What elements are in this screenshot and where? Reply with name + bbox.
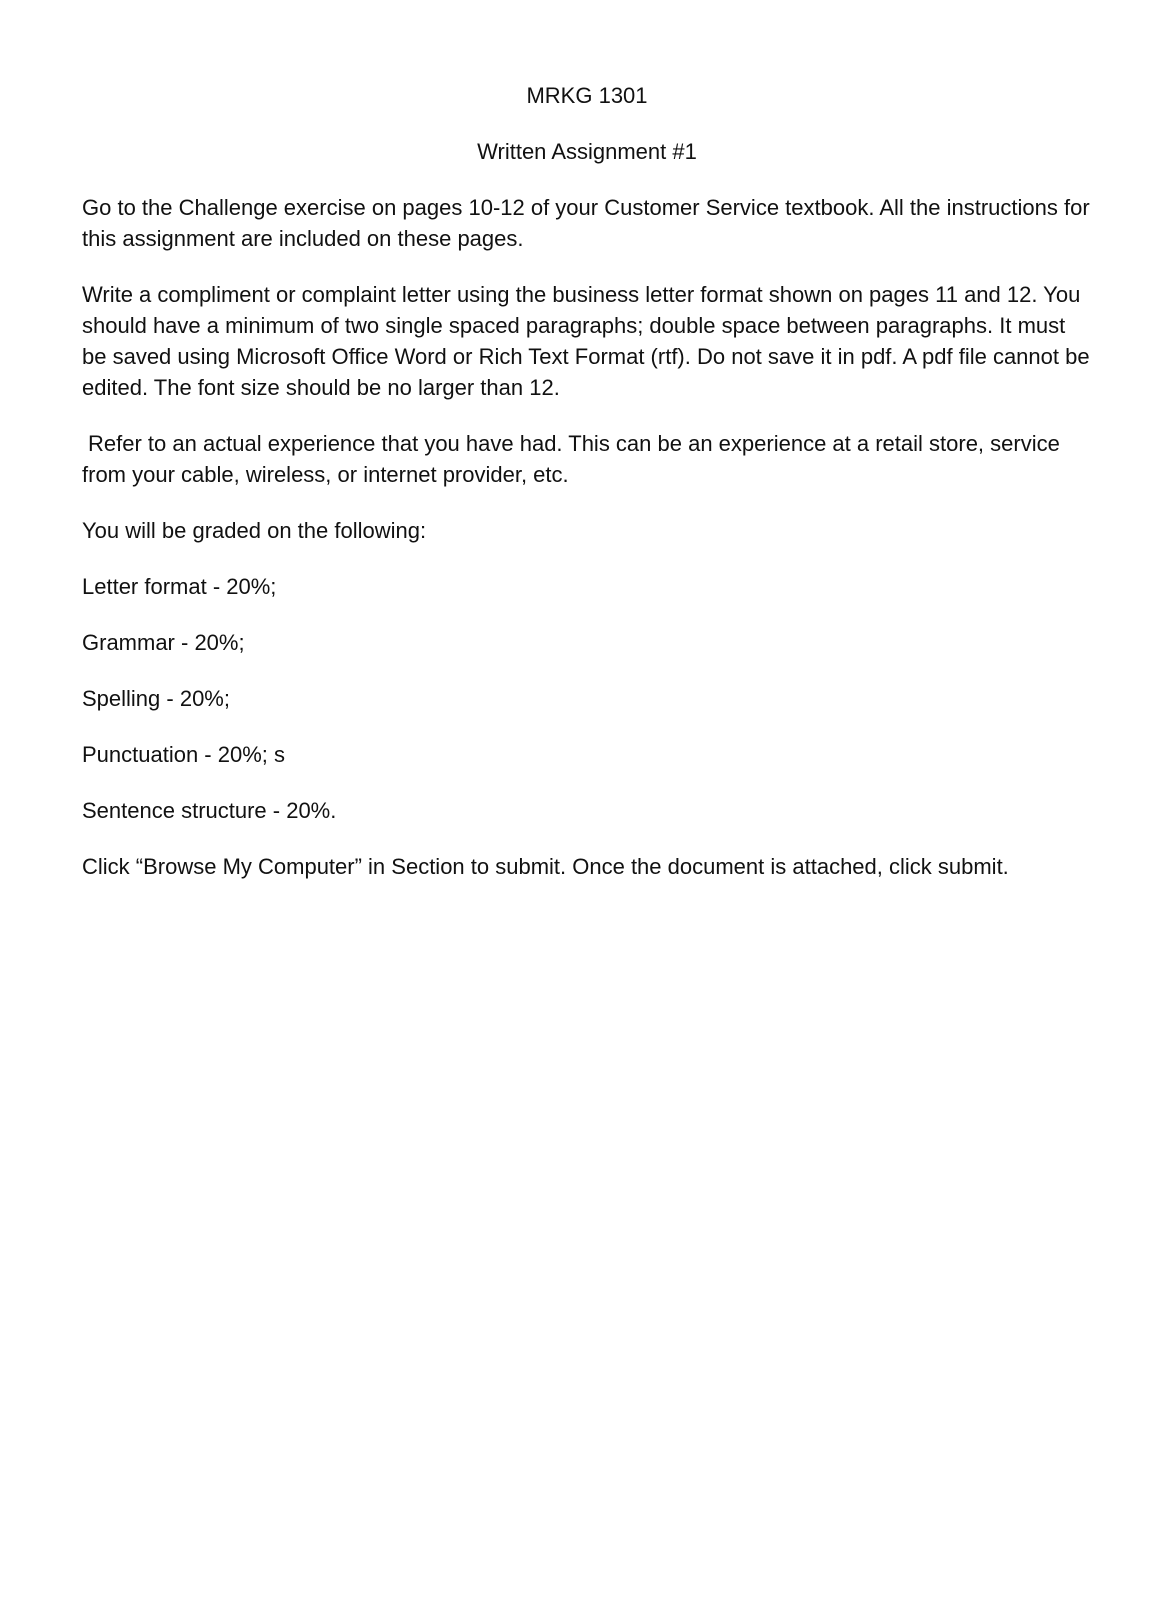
- grading-intro: You will be graded on the following:: [82, 518, 427, 543]
- assignment-title: Written Assignment #1: [477, 139, 697, 164]
- grading-item-grammar: Grammar - 20%;: [82, 630, 245, 655]
- instructions-paragraph-3: Refer to an actual experience that you have had. This can be an experience at a retail store, service from your cable, wireless, or internet provider, etc.: [82, 431, 1060, 487]
- grading-item-punctuation: Punctuation - 20%; s: [82, 742, 286, 767]
- instructions-paragraph-1: Go to the Challenge exercise on pages 10-12 of your Customer Service textbook. All the instructions for this assignment are included on these pages.: [82, 195, 1090, 251]
- instructions-paragraph-2: Write a compliment or complaint letter using the business letter format shown on pages 11 and 12. You should have a minimum of two single spaced paragraphs; double space between paragraphs. It must be saved using Microsoft Office Word or Rich Text Format (rtf). Do not save it in pdf. A pdf file cannot be edited. The font size should be no larger than 12.: [82, 282, 1090, 400]
- document-body: [82, 80, 1092, 907]
- grading-item-letter-format: Letter format - 20%;: [82, 574, 277, 599]
- submission-instructions: Click “Browse My Computer” in Section to submit. Once the document is attached, click submit.: [82, 854, 1009, 879]
- grading-criteria-list: [82, 571, 1092, 826]
- grading-item-sentence-structure: Sentence structure - 20%.: [82, 798, 337, 823]
- grading-item-spelling: Spelling - 20%;: [82, 686, 230, 711]
- course-code: MRKG 1301: [526, 83, 648, 108]
